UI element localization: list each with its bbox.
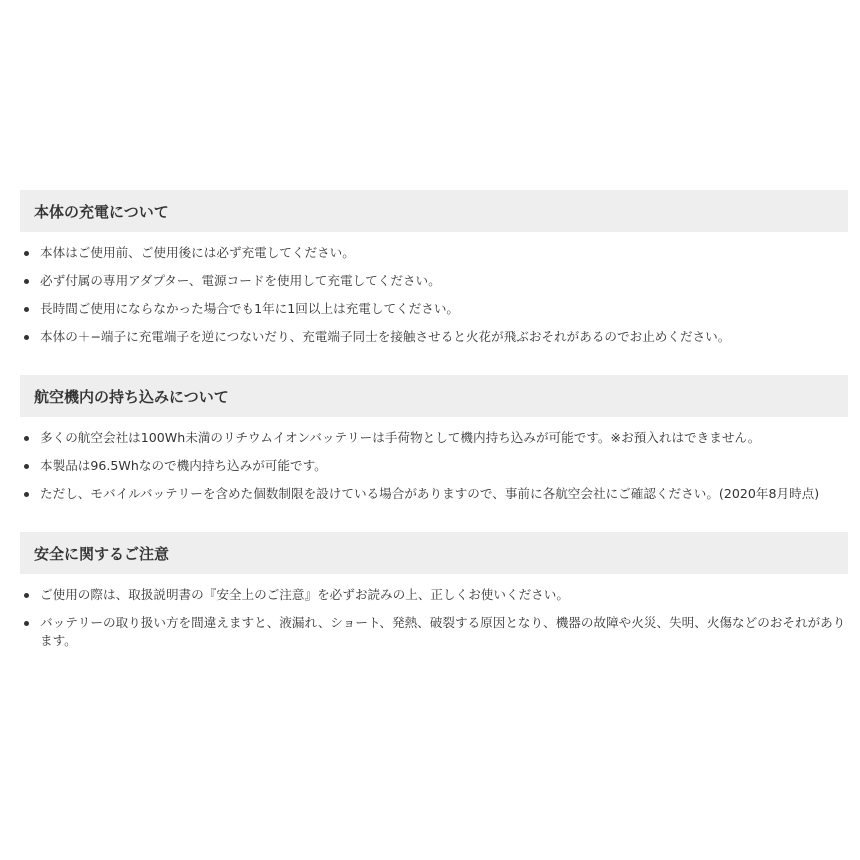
- bullet-dot-icon: [24, 492, 29, 497]
- section-airline: [20, 375, 848, 503]
- section-title: 航空機内の持ち込みについて: [20, 375, 848, 417]
- bullet-dot-icon: [24, 593, 29, 598]
- section-title: 本体の充電について: [20, 190, 848, 232]
- bullet-list: [20, 574, 848, 650]
- bullet-dot-icon: [24, 464, 29, 469]
- list-item: [20, 300, 848, 318]
- list-item-text: バッテリーの取り扱い方を間違えますと、液漏れ、ショート、発熱、破裂する原因となり、機器の故障や火災、失明、火傷などのおそれがあります。: [40, 615, 846, 648]
- list-item-text: 必ず付属の専用アダプター、電源コードを使用して充電してください。: [40, 273, 441, 288]
- list-item-text: 本体はご使用前、ご使用後には必ず充電してください。: [40, 245, 355, 260]
- bullet-dot-icon: [24, 279, 29, 284]
- list-item-text: 多くの航空会社は100Wh未満のリチウムイオンバッテリーは手荷物として機内持ち込みが可能です。※お預入れはできません。: [40, 430, 761, 445]
- section-charging: [20, 190, 848, 346]
- bullet-list: [20, 232, 848, 346]
- bullet-dot-icon: [24, 335, 29, 340]
- list-item: [20, 457, 848, 475]
- bullet-list: [20, 417, 848, 503]
- bullet-dot-icon: [24, 436, 29, 441]
- list-item-text: 長時間ご使用にならなかった場合でも1年に1回以上は充電してください。: [40, 301, 460, 316]
- list-item: [20, 272, 848, 290]
- section-safety: [20, 532, 848, 650]
- list-item: [20, 244, 848, 262]
- notes-content: [20, 190, 848, 679]
- bullet-dot-icon: [24, 307, 29, 312]
- list-item-text: ご使用の際は、取扱説明書の『安全上のご注意』を必ずお読みの上、正しくお使いください。: [40, 587, 569, 602]
- list-item-text: 本体の＋−端子に充電端子を逆につないだり、充電端子同士を接触させると火花が飛ぶおそれがあるのでお止めください。: [40, 329, 731, 344]
- list-item: [20, 586, 848, 604]
- bullet-dot-icon: [24, 621, 29, 626]
- list-item: [20, 328, 848, 346]
- list-item-text: 本製品は96.5Whなので機内持ち込みが可能です。: [40, 458, 327, 473]
- list-item-text: ただし、モバイルバッテリーを含めた個数制限を設けている場合がありますので、事前に各航空会社にご確認ください。(2020年8月時点): [40, 486, 820, 501]
- list-item: [20, 485, 848, 503]
- list-item: [20, 614, 848, 650]
- bullet-dot-icon: [24, 251, 29, 256]
- list-item: [20, 429, 848, 447]
- section-title: 安全に関するご注意: [20, 532, 848, 574]
